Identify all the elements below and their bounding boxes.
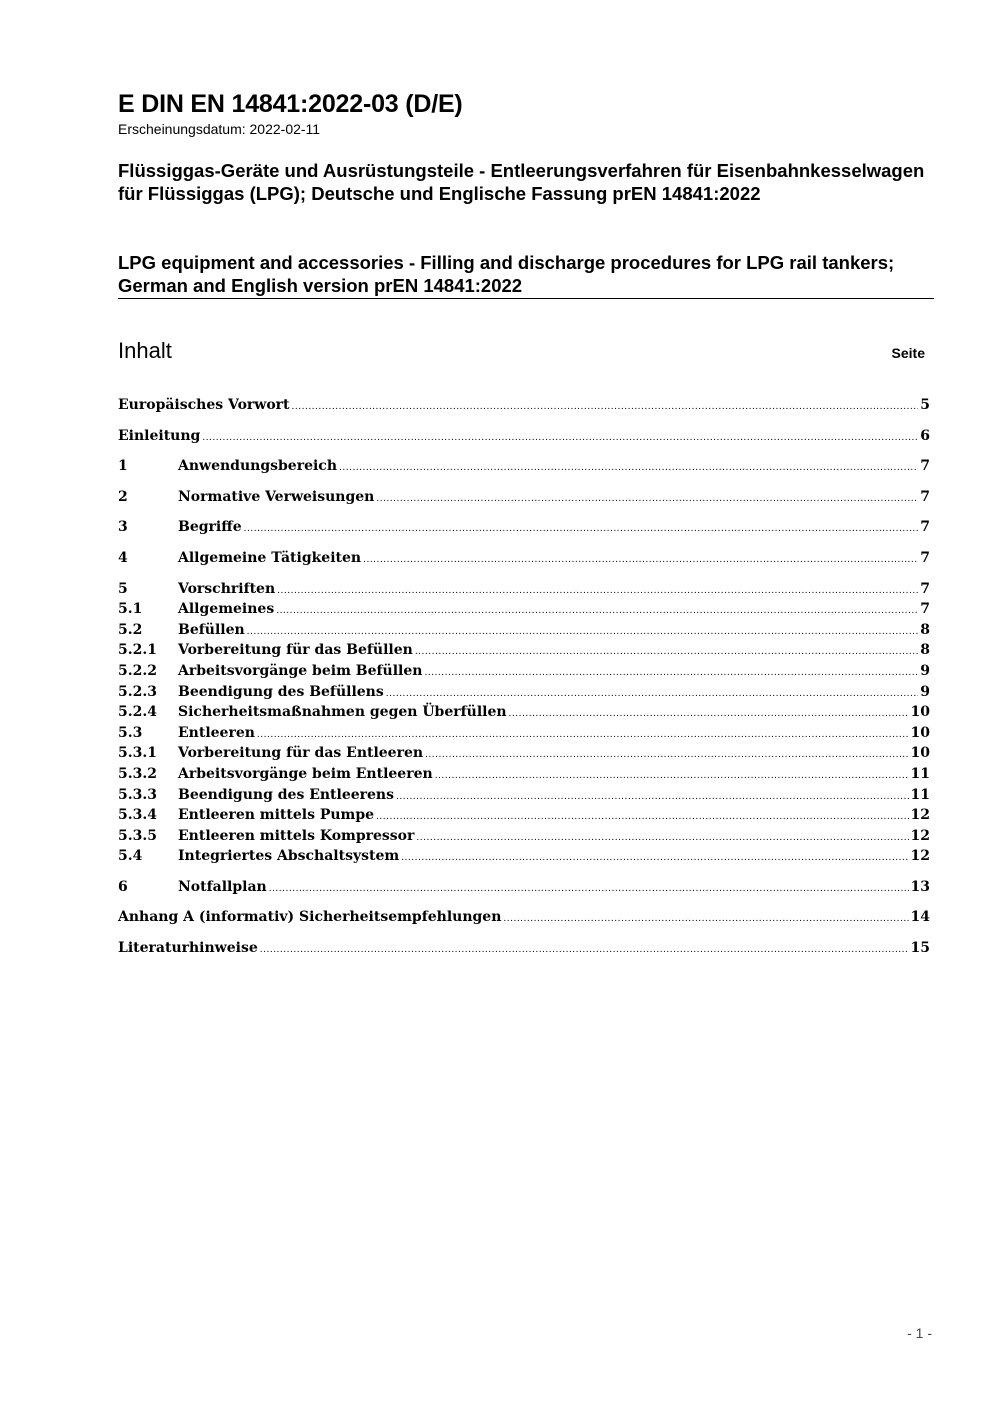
toc-entry[interactable] <box>118 907 930 928</box>
toc-dot-leader <box>276 601 918 622</box>
toc-entry-page: 7 <box>920 601 930 618</box>
toc-entry-number: 6 <box>118 878 128 895</box>
toc-entry-number: 5 <box>118 580 128 597</box>
toc-entry-page: 5 <box>920 397 930 413</box>
toc-entry-page: 12 <box>910 827 930 844</box>
toc-entry-page: 12 <box>910 807 930 824</box>
toc-entry-page: 10 <box>910 704 930 721</box>
toc-entry-number: 5.1 <box>118 601 143 618</box>
toc-dot-leader <box>509 704 909 725</box>
toc-entry[interactable] <box>118 548 930 569</box>
toc-entry-page: 13 <box>910 878 930 895</box>
toc-entry-title: Entleeren <box>178 724 255 741</box>
toc-dot-leader <box>376 489 918 510</box>
toc-entry-number: 5.3.4 <box>118 807 157 824</box>
toc-entry-page: 7 <box>920 519 930 536</box>
toc-dot-leader <box>396 787 909 808</box>
toc-dot-leader <box>415 642 918 663</box>
toc-entry[interactable] <box>118 764 930 785</box>
toc-dot-leader <box>247 622 919 643</box>
toc-entry[interactable] <box>118 682 930 703</box>
toc-entry[interactable] <box>118 702 930 723</box>
toc-entry-number: 5.3.3 <box>118 786 157 803</box>
toc-entry-title: Integriertes Abschaltsystem <box>178 848 400 865</box>
toc-dot-leader <box>425 745 908 766</box>
toc-entry-title: Einleitung <box>118 427 201 444</box>
toc-entry-page: 8 <box>920 642 930 659</box>
toc-entry-title: Entleeren mittels Kompressor <box>178 827 415 844</box>
toc-dot-leader <box>416 828 908 849</box>
toc-entry-title: Europäisches Vorwort <box>118 397 290 413</box>
toc-page-label: Seite <box>891 345 925 361</box>
toc-dot-leader <box>339 458 918 479</box>
toc-entry-number: 1 <box>118 458 128 475</box>
toc-entry-page: 14 <box>910 909 930 926</box>
toc-entry-number: 5.3.1 <box>118 745 157 762</box>
toc-entry-title: Arbeitsvorgänge beim Entleeren <box>178 765 433 782</box>
toc-entry-title: Befüllen <box>178 621 245 638</box>
toc-entry-title: Literaturhinweise <box>118 940 258 957</box>
toc-entry-title: Sicherheitsmaßnahmen gegen Überfüllen <box>178 704 507 721</box>
toc-entry-number: 5.3 <box>118 724 143 741</box>
toc-entry-title: Normative Verweisungen <box>178 488 375 505</box>
toc-heading: Inhalt <box>118 338 172 363</box>
toc-entry[interactable] <box>118 723 930 744</box>
toc-entry[interactable] <box>118 487 930 508</box>
toc-entry-title: Arbeitsvorgänge beim Befüllen <box>178 662 423 679</box>
toc-dot-leader <box>260 940 909 961</box>
toc-entry-page: 15 <box>910 940 930 957</box>
toc-entry-number: 5.3.2 <box>118 765 157 782</box>
toc-dot-leader <box>401 848 908 869</box>
toc-entry[interactable] <box>118 785 930 806</box>
toc-entry-title: Entleeren mittels Pumpe <box>178 807 375 824</box>
toc-entry[interactable] <box>118 877 930 898</box>
toc-entry-title: Beendigung des Entleerens <box>178 786 394 803</box>
toc-entry-page: 9 <box>920 662 930 679</box>
toc-entry-title: Vorbereitung für das Entleeren <box>178 745 424 762</box>
toc-entry[interactable] <box>118 826 930 847</box>
toc-entry-number: 5.2.2 <box>118 662 157 679</box>
toc-entry-page: 10 <box>910 745 930 762</box>
toc-dot-leader <box>503 909 908 930</box>
toc-entry-title: Notfallplan <box>178 878 267 895</box>
toc-entry-number: 2 <box>118 488 128 505</box>
toc-entry-title: Allgemeines <box>178 601 275 618</box>
toc-entry[interactable] <box>118 579 930 600</box>
toc-entry-page: 9 <box>920 683 930 700</box>
document-id: E DIN EN 14841:2022-03 (D/E) <box>118 90 463 118</box>
toc-entry-number: 5.2.1 <box>118 642 157 659</box>
toc-entry-number: 5.2.3 <box>118 683 157 700</box>
toc-dot-leader <box>269 879 909 900</box>
toc-entry[interactable] <box>118 661 930 682</box>
toc-entry-page: 7 <box>920 549 930 566</box>
toc-entry-page: 12 <box>910 848 930 865</box>
toc-dot-leader <box>363 550 918 571</box>
toc-entry[interactable] <box>118 517 930 538</box>
toc-entry[interactable] <box>118 938 930 959</box>
toc-entry-title: Vorschriften <box>178 580 276 597</box>
toc-entry-page: 7 <box>920 580 930 597</box>
toc-entry-title: Anhang A (informativ) Sicherheitsempfehlungen <box>118 909 502 926</box>
publication-date: Erscheinungsdatum: 2022-02-11 <box>118 121 321 137</box>
toc-entry[interactable] <box>118 395 930 416</box>
table-of-contents <box>118 395 930 959</box>
toc-entry-title: Anwendungsbereich <box>178 458 337 475</box>
toc-entry[interactable] <box>118 599 930 620</box>
toc-entry[interactable] <box>118 805 930 826</box>
toc-entry[interactable] <box>118 640 930 661</box>
toc-entry-page: 7 <box>920 458 930 475</box>
toc-entry-page: 8 <box>920 621 930 638</box>
toc-entry-title: Begriffe <box>178 519 242 536</box>
title-rule <box>118 298 934 299</box>
toc-entry-number: 5.2.4 <box>118 704 157 721</box>
toc-entry-number: 5.4 <box>118 848 143 865</box>
toc-dot-leader <box>277 581 918 602</box>
toc-entry[interactable] <box>118 743 930 764</box>
toc-entry[interactable] <box>118 456 930 477</box>
toc-dot-leader <box>202 428 918 449</box>
toc-dot-leader <box>386 684 919 705</box>
toc-entry-page: 6 <box>920 427 930 444</box>
toc-entry-page: 11 <box>910 765 930 782</box>
toc-entry[interactable] <box>118 426 930 447</box>
toc-dot-leader <box>376 807 908 828</box>
toc-dot-leader <box>292 397 919 418</box>
toc-entry[interactable] <box>118 620 930 641</box>
toc-entry-number: 5.3.5 <box>118 827 157 844</box>
toc-entry-page: 11 <box>910 786 930 803</box>
toc-entry-page: 7 <box>920 488 930 505</box>
toc-entry-page: 10 <box>910 724 930 741</box>
toc-dot-leader <box>435 766 909 787</box>
toc-entry-title: Vorbereitung für das Befüllen <box>178 642 413 659</box>
title-english: LPG equipment and accessories - Filling and discharge procedures for LPG rail tankers; German and English version prEN 14841:2022 <box>118 252 895 296</box>
toc-entry-number: 4 <box>118 549 128 566</box>
toc-entry-number: 5.2 <box>118 621 143 638</box>
toc-dot-leader <box>257 725 909 746</box>
toc-entry[interactable] <box>118 846 930 867</box>
page-number: - 1 - <box>907 1325 932 1341</box>
toc-dot-leader <box>424 663 918 684</box>
toc-entry-title: Allgemeine Tätigkeiten <box>178 549 362 566</box>
toc-dot-leader <box>244 519 919 540</box>
title-german: Flüssiggas-Geräte und Ausrüstungsteile - Entleerungsverfahren für Eisenbahnkesselwagen für Flüssiggas (LPG); Deutsche und Englische Fassung prEN 14841:2022 <box>118 160 925 204</box>
toc-entry-number: 3 <box>118 519 128 536</box>
toc-entry-title: Beendigung des Befüllens <box>178 683 384 700</box>
